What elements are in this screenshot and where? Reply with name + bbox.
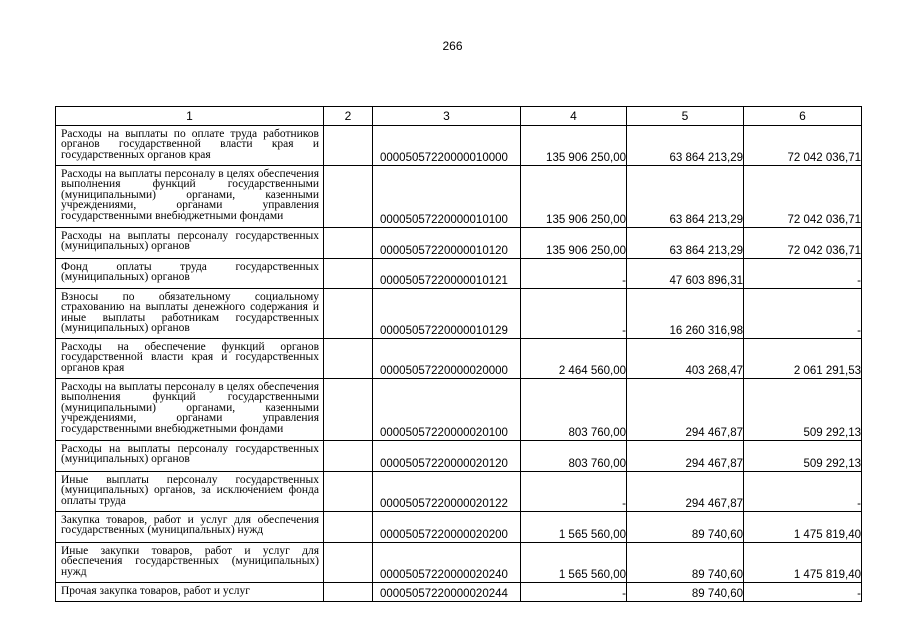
row-name-cell: Расходы на обеспечение функций органов государственной власти края и государственных органов края <box>56 339 324 379</box>
row-value5-cell: 63 864 213,29 <box>627 126 744 166</box>
row-value5-cell: 89 740,60 <box>627 543 744 583</box>
row-col2-cell <box>324 126 373 166</box>
row-value5-cell: 294 467,87 <box>627 379 744 441</box>
row-code-cell: 00005057220000010120 <box>373 228 521 259</box>
row-value6-cell: 2 061 291,53 <box>744 339 862 379</box>
row-value6-cell: - <box>744 472 862 512</box>
row-name-cell: Расходы на выплаты персоналу государственных (муниципальных) органов <box>56 441 324 472</box>
page-number: 266 <box>442 39 463 53</box>
row-code-cell: 00005057220000020240 <box>373 543 521 583</box>
row-code-cell: 00005057220000020100 <box>373 379 521 441</box>
row-value4-cell: 803 760,00 <box>521 379 627 441</box>
row-col2-cell <box>324 512 373 543</box>
row-name-cell: Прочая закупка товаров, работ и услуг <box>56 583 324 602</box>
row-code-cell: 00005057220000020244 <box>373 583 521 602</box>
row-value6-cell: 72 042 036,71 <box>744 126 862 166</box>
table-row <box>56 126 862 166</box>
row-col2-cell <box>324 289 373 339</box>
row-value6-cell: - <box>744 289 862 339</box>
table-body <box>56 107 862 602</box>
row-col2-cell <box>324 543 373 583</box>
row-col2-cell <box>324 259 373 289</box>
table-row <box>56 583 862 602</box>
row-value5-cell: 16 260 316,98 <box>627 289 744 339</box>
row-code-cell: 00005057220000020122 <box>373 472 521 512</box>
row-value4-cell: 135 906 250,00 <box>521 228 627 259</box>
table-header-row <box>56 107 862 126</box>
row-value4-cell: 1 565 560,00 <box>521 512 627 543</box>
row-value6-cell: 509 292,13 <box>744 379 862 441</box>
row-name-cell: Расходы на выплаты по оплате труда работников органов государственной власти края и государственных органов края <box>56 126 324 166</box>
table-row <box>56 512 862 543</box>
row-value6-cell: 1 475 819,40 <box>744 543 862 583</box>
row-value4-cell: 2 464 560,00 <box>521 339 627 379</box>
row-col2-cell <box>324 379 373 441</box>
budget-table <box>55 106 862 602</box>
table-row <box>56 441 862 472</box>
row-name-cell: Взносы по обязательному социальному страхованию на выплаты денежного содержания и иные выплаты работникам государственных (муниципальных) органов <box>56 289 324 339</box>
table-row <box>56 339 862 379</box>
row-value4-cell: 135 906 250,00 <box>521 126 627 166</box>
row-name-cell: Расходы на выплаты персоналу в целях обеспечения выполнения функций государственными (муниципальными) органами, казенными учреждениями, органами управления государственными внебюджетными фондами <box>56 379 324 441</box>
row-value4-cell: 1 565 560,00 <box>521 543 627 583</box>
row-value5-cell: 89 740,60 <box>627 512 744 543</box>
row-value4-cell: - <box>521 289 627 339</box>
row-col2-cell <box>324 339 373 379</box>
row-code-cell: 00005057220000020200 <box>373 512 521 543</box>
row-value5-cell: 63 864 213,29 <box>627 228 744 259</box>
table-row <box>56 543 862 583</box>
row-value5-cell: 294 467,87 <box>627 441 744 472</box>
row-code-cell: 00005057220000020120 <box>373 441 521 472</box>
row-value5-cell: 47 603 896,31 <box>627 259 744 289</box>
row-name-cell: Фонд оплаты труда государственных (муниципальных) органов <box>56 259 324 289</box>
row-col2-cell <box>324 228 373 259</box>
row-code-cell: 00005057220000020000 <box>373 339 521 379</box>
row-value6-cell: - <box>744 259 862 289</box>
column-header-2: 2 <box>324 107 373 126</box>
row-value4-cell: 135 906 250,00 <box>521 166 627 228</box>
row-col2-cell <box>324 472 373 512</box>
row-code-cell: 00005057220000010121 <box>373 259 521 289</box>
row-value5-cell: 294 467,87 <box>627 472 744 512</box>
row-name-cell: Иные выплаты персоналу государственных (муниципальных) органов, за исключением фонда оплаты труда <box>56 472 324 512</box>
row-name-cell: Расходы на выплаты персоналу в целях обеспечения выполнения функций государственными (муниципальными) органами, казенными учреждениями, органами управления государственными внебюджетными фондами <box>56 166 324 228</box>
row-value6-cell: - <box>744 583 862 602</box>
row-name-cell: Иные закупки товаров, работ и услуг для обеспечения государственных (муниципальных) нужд <box>56 543 324 583</box>
table-row <box>56 228 862 259</box>
table-row <box>56 379 862 441</box>
row-value6-cell: 1 475 819,40 <box>744 512 862 543</box>
table-row <box>56 289 862 339</box>
row-value5-cell: 89 740,60 <box>627 583 744 602</box>
row-value6-cell: 72 042 036,71 <box>744 166 862 228</box>
row-value5-cell: 63 864 213,29 <box>627 166 744 228</box>
row-value4-cell: 803 760,00 <box>521 441 627 472</box>
table-row <box>56 259 862 289</box>
column-header-5: 5 <box>627 107 744 126</box>
row-value6-cell: 509 292,13 <box>744 441 862 472</box>
row-name-cell: Закупка товаров, работ и услуг для обеспечения государственных (муниципальных) нужд <box>56 512 324 543</box>
column-header-1: 1 <box>56 107 324 126</box>
table-row <box>56 166 862 228</box>
column-header-6: 6 <box>744 107 862 126</box>
row-code-cell: 00005057220000010000 <box>373 126 521 166</box>
row-value4-cell: - <box>521 259 627 289</box>
row-value5-cell: 403 268,47 <box>627 339 744 379</box>
column-header-4: 4 <box>521 107 627 126</box>
row-col2-cell <box>324 583 373 602</box>
row-value4-cell: - <box>521 583 627 602</box>
table-row <box>56 472 862 512</box>
row-value4-cell: - <box>521 472 627 512</box>
row-col2-cell <box>324 441 373 472</box>
row-name-cell: Расходы на выплаты персоналу государственных (муниципальных) органов <box>56 228 324 259</box>
row-value6-cell: 72 042 036,71 <box>744 228 862 259</box>
row-col2-cell <box>324 166 373 228</box>
row-code-cell: 00005057220000010100 <box>373 166 521 228</box>
row-code-cell: 00005057220000010129 <box>373 289 521 339</box>
column-header-3: 3 <box>373 107 521 126</box>
